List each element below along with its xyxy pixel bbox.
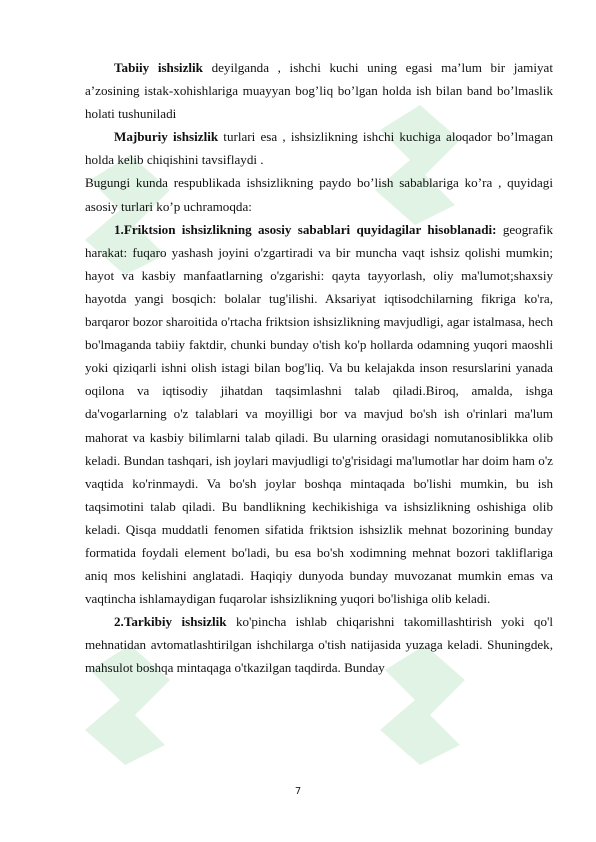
paragraph-text: Bugungi kunda respublikada ishsizlikning paydo bo’lish sabablariga ko’ra , quyidagi asosiy turlari ko’p uchramoqda: — [85, 175, 553, 214]
paragraph-text: ko'pincha ishlab chiqarishni takomillashtirish yoki qo'l mehnatidan avtomatlashtirilgan ishchilarga o'tish natijasida yuzaga keladi. Shuningdek, mahsulot boshqa mintaqaga o'tkazilgan taqdirda. Bunday — [85, 614, 553, 676]
page-number: 7 — [294, 786, 302, 797]
term-bold: Majburiy ishsizlik — [114, 129, 219, 145]
paragraph-tabiiy — [85, 56, 553, 125]
paragraph-text: deyilganda , ishchi kuchi uning egasi ma’lum bir jamiyat a’zosining istak-xohishlariga muayyan bog’liq bo’lgan holda ish bilan band bo’lmaslik holati tushuniladi — [85, 60, 553, 122]
paragraph-majburiy — [85, 125, 553, 171]
term-bold: Tabiiy ishsizlik — [114, 60, 203, 75]
paragraph-text: turlari esa , ishsizlikning ishchi kuchiga aloqador bo’lmagan holda kelib chiqishini tavsiflaydi . — [85, 129, 553, 168]
term-bold: 2.Tarkibiy ishsizlik — [114, 614, 227, 630]
paragraph-bugungi — [85, 171, 553, 217]
term-bold: 1.Friktsion ishsizlikning asosiy sabablari quyidagilar hisoblanadi: — [114, 221, 497, 237]
document-body — [85, 56, 553, 680]
paragraph-text: geografik harakat: fuqaro yashash joyini o'zgartiradi va bir muncha vaqt ishsiz qolishi mumkin; hayot va kasbiy manfaatlarning o'zgarishi: qayta tayyorlash, oliy ma'lumot;shaxsiy hayotda yangi bosqich: bolalar tug'ilishi. Aksariyat iqtisodchilarning fikriga ko'ra, barqaror bozor sharoitida o'rtacha friktsion ishsizlikning mavjudligi, agar istalmasa, hech bo'lmaganda tabiiy faktdir, chunki bunday o'tish ko'p hollarda odamning yuqori maoshli yoki qiziqarli ishni olish istagi bilan bog'liq. Va bu kelajakda inson resurslarini yanada oqilona va iqtisodiy jihatdan taqsimlashni talab qiladi.Biroq, amalda, ishga da'vogarlarning o'z talablari va moyilligi bor va mavjud bo'sh ish o'rinlari ma'lum mahorat va kasbiy bilimlarni talab qiladi. Bu ularning orasidagi nomutanosiblikka olib keladi. Bundan tashqari, ish joylari mavjudligi to'g'risidagi ma'lumotlar har doim ham o'z vaqtida ko'rinmaydi. Va bo'sh joylar boshqa mintaqada bo'lishi mumkin, bu ish taqsimotini talab qiladi. Bu bandlikning kechikishiga va ishsizlikning oshishiga olib keladi. Qisqa muddatli fenomen sifatida friktsion ishsizlik mehnat bozorining bunday formatida foydali element bo'ladi, bu esa bo'sh xodimning mehnat bozori takliflariga aniq mos kelishini anglatadi. Haqiqiy dunyoda bunday muvozanat mumkin emas va vaqtincha ishlamaydigan fuqarolar ishsizlikning yuqori bo'lishiga olib keladi. — [85, 221, 553, 607]
paragraph-tarkibiy — [85, 610, 553, 679]
paragraph-friktsion — [85, 218, 553, 611]
